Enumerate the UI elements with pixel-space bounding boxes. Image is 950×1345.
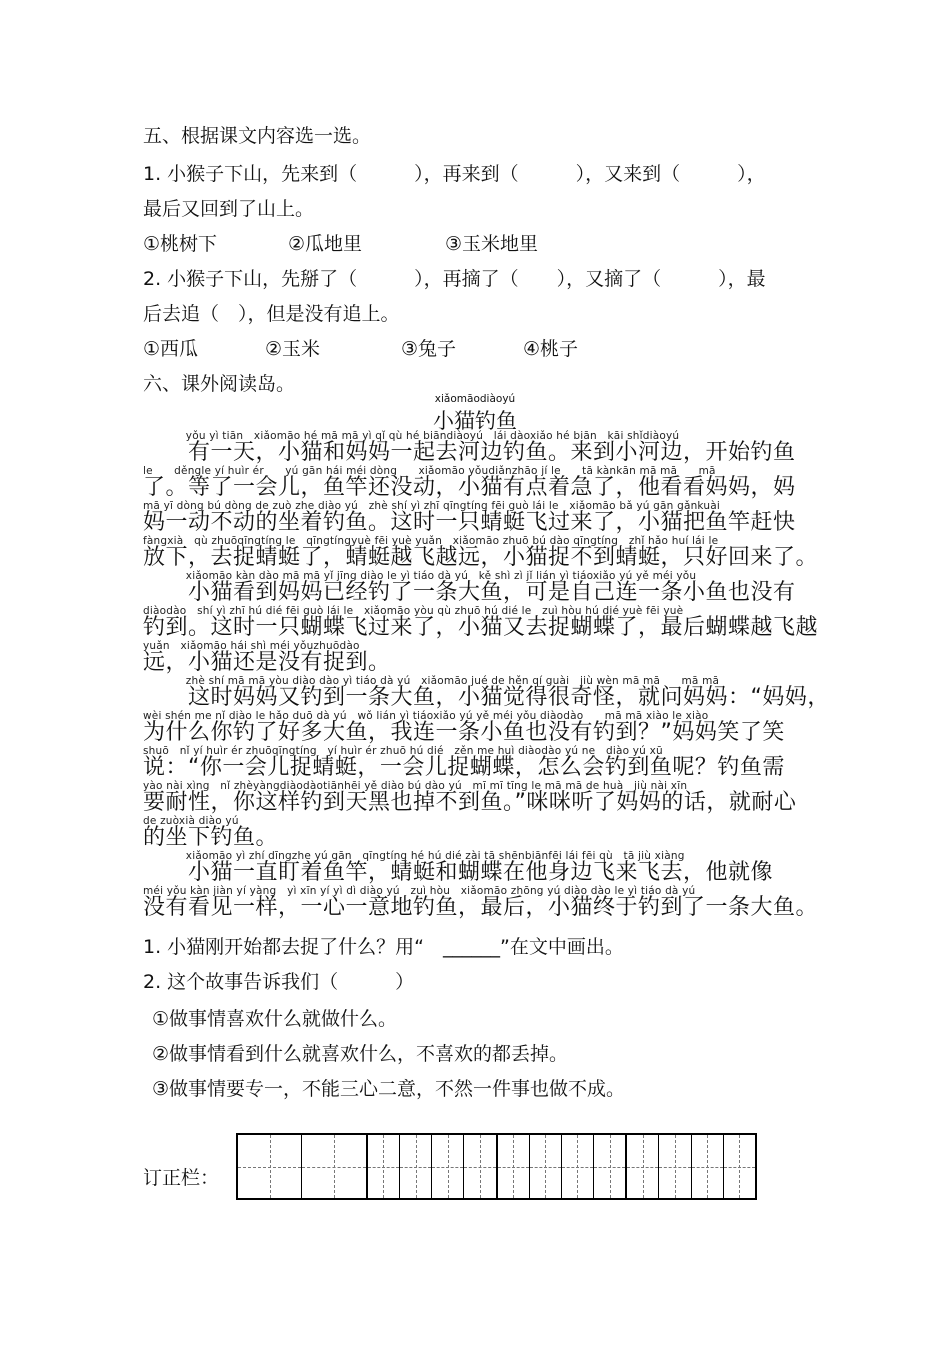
pinyin-line: yǒu yì tiān xiǎomāo hé mā mā yì qǐ qù hé biāndiàoyú lái dàoxiǎo hé biān kāi shǐdiàoyú xyxy=(143,430,680,442)
story-line: 妈一动不动的坐着钓鱼。这时一只蜻蜓飞过来了，小猫把鱼竿赶快 xyxy=(143,510,796,535)
option-1: ①桃树下 xyxy=(143,233,218,255)
correction-label: 订正栏： xyxy=(143,1167,220,1189)
pinyin-line: xiǎomāo kàn dào mā mā yǐ jīng diào le yì tiáo dà yú kě shì zì jǐ lián yì tiáoxiǎo yú yě méi yǒu xyxy=(143,570,697,582)
option-2: ②瓜地里 xyxy=(288,233,363,255)
grid-cell[interactable] xyxy=(432,1135,464,1198)
grid-group xyxy=(627,1135,755,1198)
pinyin-line: le děngle yí huìr ér yú gān hái méi dòng xiǎomāo yǒudiǎnzhāo jí le tā kànkān mā mā mā xyxy=(143,465,716,477)
s6-q2-option-3: ③做事情要专一，不能三心二意，不然一件事也做不成。 xyxy=(152,1078,626,1100)
story-line: 远，小猫还是没有捉到。 xyxy=(143,650,391,675)
pinyin-line: diàodào shí yì zhī hú dié fēi guò lái le xiǎomāo yòu qù zhuō hú dié le zuì hòu hú dié yuè fēi yuè xyxy=(143,605,684,617)
story-title: 小猫钓鱼 xyxy=(433,409,517,433)
s5-q1-line2: 最后又回到了山上。 xyxy=(143,198,315,220)
section6-heading: 六、课外阅读岛。 xyxy=(143,373,296,395)
grid-cell[interactable] xyxy=(400,1135,432,1198)
story-line: 为什么你钓了好多大鱼，我连一条小鱼也没有钓到？”妈妈笑了笑 xyxy=(143,720,785,745)
s6-q2-option-2: ②做事情看到什么就喜欢什么，不喜欢的都丢掉。 xyxy=(152,1043,569,1065)
pinyin-line: zhè shí mā mā yòu diào dào yì tiáo dà yú xiǎomāo jué de hěn qí guài jiù wèn mā mā mā mā xyxy=(143,675,720,687)
correction-grid[interactable] xyxy=(236,1133,757,1200)
story-line: 没有看见一样，一心一意地钓鱼，最后，小猫终于钓到了一条大鱼。 xyxy=(143,895,819,920)
s5-q1-line1: 1. 小猴子下山，先来到（ ），再来到（ ），又来到（ ）， xyxy=(143,163,766,185)
grid-group xyxy=(498,1135,628,1198)
pinyin-line: yào nài xìng nǐ zhèyàngdiàodàotiānhēi yě diào bú dào yú mī mī tīng le mā mā de huà jiù nài xīn xyxy=(143,780,688,792)
grid-cell[interactable] xyxy=(562,1135,594,1198)
story-title-pinyin: xiǎomāodiàoyú xyxy=(434,393,516,405)
option-3: ③兔子 xyxy=(401,338,457,360)
s5-q2-line2: 后去追（ ），但是没有追上。 xyxy=(143,303,400,325)
story-line: 钓到。这时一只蝴蝶飞过来了，小猫又去捉蝴蝶了，最后蝴蝶越飞越 xyxy=(143,615,819,640)
pinyin-line: wèi shén me nǐ diào le hǎo duō dà yú wǒ lián yì tiáoxiǎo yú yě méi yǒu diàodào mā mā xiào le xiào xyxy=(143,710,709,722)
section5-heading: 五、根据课文内容选一选。 xyxy=(143,125,372,147)
grid-cell[interactable] xyxy=(594,1135,625,1198)
grid-cell[interactable] xyxy=(530,1135,562,1198)
grid-cell[interactable] xyxy=(498,1135,530,1198)
story-line: 了。等了一会儿，鱼竿还没动，小猫有点着急了，他看看妈妈，妈 xyxy=(143,475,796,500)
pinyin-line: xiǎomāo yì zhí dīngzhe yú gān qīngtíng hé hú dié zài tā shēnbiānfēi lái fēi qù tā jiù xiàng xyxy=(143,850,685,862)
s6-q1: 1. 小猫刚开始都去捉了什么？用“ ______”在文中画出。 xyxy=(143,936,624,958)
pinyin-line: de zuòxià diào yú xyxy=(143,815,239,827)
grid-cell[interactable] xyxy=(627,1135,659,1198)
story-line: 有一天，小猫和妈妈一起去河边钓鱼。来到小河边，开始钓鱼 xyxy=(143,440,796,465)
s5-q2-line1: 2. 小猴子下山，先掰了（ ），再摘了（ ），又摘了（ ），最 xyxy=(143,268,766,290)
story-line: 说：“你一会儿捉蜻蜓，一会儿捉蝴蝶，怎么会钓到鱼呢？钓鱼需 xyxy=(143,755,785,780)
pinyin-line: shuō nǐ yí huìr ér zhuōqīngtíng yí huìr ér zhuō hú dié zěn me huì diàodào yú ne diào yú xū xyxy=(143,745,663,757)
option-2: ②玉米 xyxy=(265,338,321,360)
s6-q2: 2. 这个故事告诉我们（ ） xyxy=(143,971,415,993)
grid-cell[interactable] xyxy=(238,1135,302,1198)
option-3: ③玉米地里 xyxy=(445,233,539,255)
story-line: 这时妈妈又钓到一条大鱼，小猫觉得很奇怪，就问妈妈：“妈妈， xyxy=(143,685,830,710)
pinyin-line: fàngxià qù zhuōqīngtíng le qīngtíngyuè fēi yuè yuǎn xiǎomāo zhuō bú dào qīngtíng zhǐ hǎo huí lái le xyxy=(143,535,719,547)
grid-cell[interactable] xyxy=(464,1135,495,1198)
story-line: 要耐性，你这样钓到天黑也掉不到鱼。”咪咪听了妈妈的话，就耐心 xyxy=(143,790,797,815)
grid-cell[interactable] xyxy=(368,1135,400,1198)
grid-group xyxy=(368,1135,498,1198)
pinyin-line: mā yī dòng bú dòng de zuò zhe diào yú zhè shí yì zhī qīngtíng fēi guò lái le xiǎomāo bǎ yú gān gǎnkuài xyxy=(143,500,720,512)
story-line: 小猫一直盯着鱼竿，蜻蜓和蝴蝶在他身边飞来飞去，他就像 xyxy=(143,860,774,885)
s6-q2-option-1: ①做事情喜欢什么就做什么。 xyxy=(152,1008,398,1030)
grid-cell[interactable] xyxy=(724,1135,755,1198)
grid-cell[interactable] xyxy=(659,1135,691,1198)
story-line: 小猫看到妈妈已经钓了一条大鱼，可是自己连一条小鱼也没有 xyxy=(143,580,796,605)
story-line: 放下，去捉蜻蜓了，蜻蜓越飞越远，小猫捉不到蜻蜓，只好回来了。 xyxy=(143,545,819,570)
option-4: ④桃子 xyxy=(523,338,579,360)
grid-cell[interactable] xyxy=(302,1135,365,1198)
grid-cell[interactable] xyxy=(692,1135,724,1198)
pinyin-line: méi yǒu kàn jiàn yí yàng yì xīn yí yì dì diào yú zuì hòu xiǎomāo zhōng yú diào dào le yì tiáo dà yú xyxy=(143,885,696,897)
grid-group xyxy=(238,1135,368,1198)
story-line: 的坐下钓鱼。 xyxy=(143,825,279,850)
option-1: ①西瓜 xyxy=(143,338,199,360)
pinyin-line: yuǎn xiǎomāo hái shì méi yǒuzhuōdào xyxy=(143,640,360,652)
